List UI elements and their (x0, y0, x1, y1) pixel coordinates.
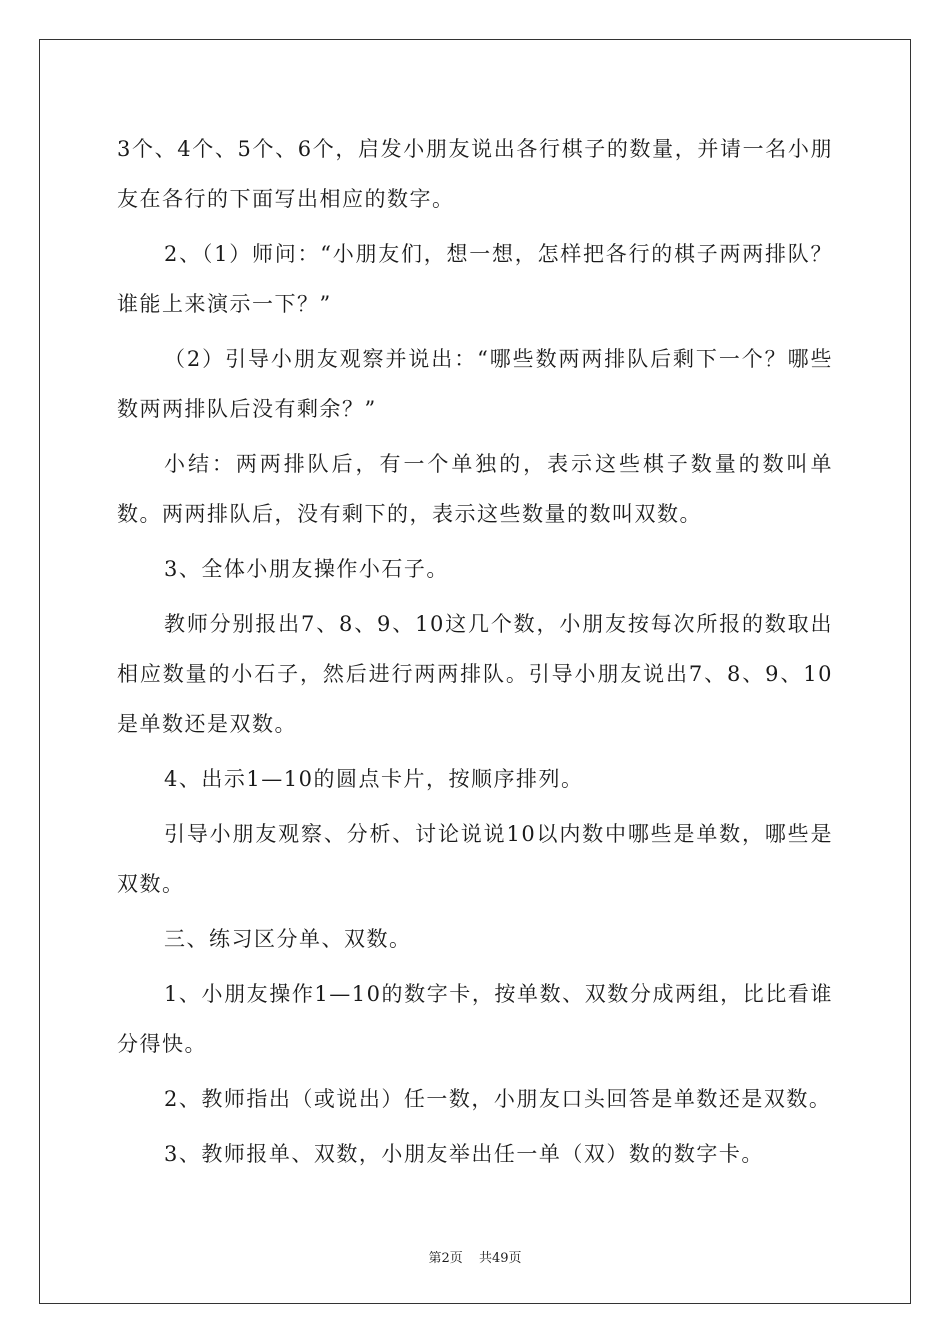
page-number: 第2页 (428, 1251, 463, 1266)
paragraph-6: 教师分别报出7、8、9、10这几个数，小朋友按每次所报的数取出相应数量的小石子，然后进行两两排队。引导小朋友说出7、8、9、10是单数还是双数。 (117, 612, 833, 736)
page-footer (0, 1247, 950, 1266)
paragraph-12: 3、教师报单、双数，小朋友举出任一单（双）数的数字卡。 (164, 1142, 764, 1166)
document-body (117, 124, 833, 1184)
paragraph-2: 2、（1）师问：“小朋友们，想一想，怎样把各行的棋子两两排队？谁能上来演示一下？” (117, 242, 833, 316)
paragraph-9: 三、练习区分单、双数。 (164, 927, 412, 951)
paragraph-1: 3个、4个、5个、6个，启发小朋友说出各行棋子的数量，并请一名小朋友在各行的下面写出相应的数字。 (117, 137, 833, 211)
paragraph-3: （2）引导小朋友观察并说出：“哪些数两两排队后剩下一个？哪些数两两排队后没有剩余？” (117, 347, 833, 421)
paragraph-11: 2、教师指出（或说出）任一数，小朋友口头回答是单数还是双数。 (164, 1087, 832, 1111)
paragraph-5: 3、全体小朋友操作小石子。 (164, 557, 449, 581)
paragraph-4: 小结：两两排队后，有一个单独的，表示这些棋子数量的数叫单数。两两排队后，没有剩下的，表示这些数量的数叫双数。 (117, 452, 833, 526)
paragraph-7: 4、出示1—10的圆点卡片，按顺序排列。 (164, 767, 584, 791)
total-pages: 共49页 (478, 1251, 522, 1266)
paragraph-8: 引导小朋友观察、分析、讨论说说10以内数中哪些是单数，哪些是双数。 (117, 822, 833, 896)
paragraph-10: 1、小朋友操作1—10的数字卡，按单数、双数分成两组，比比看谁分得快。 (117, 982, 833, 1056)
